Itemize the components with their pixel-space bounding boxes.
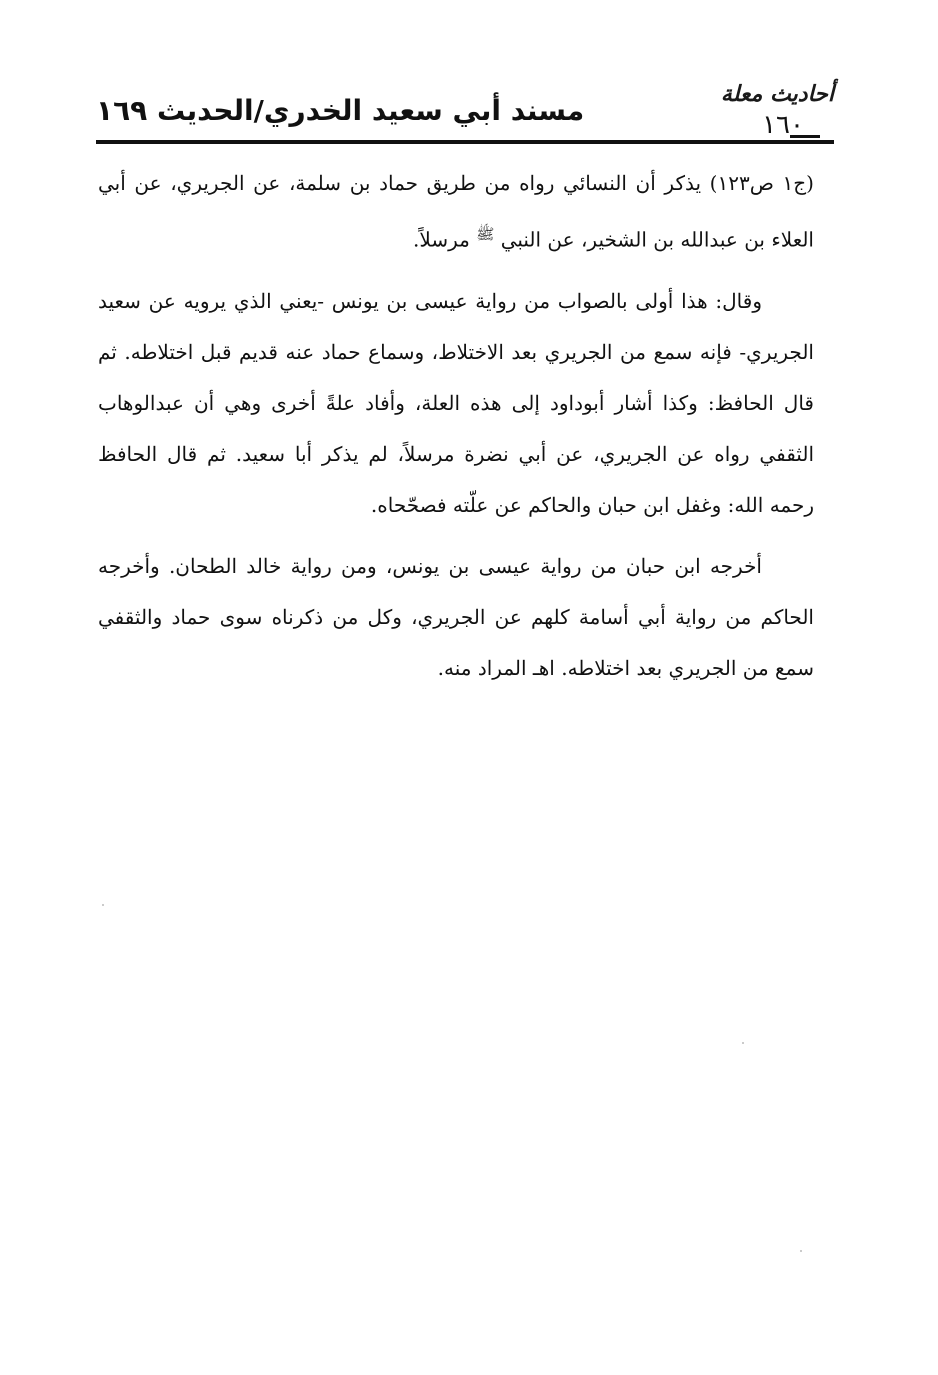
page-number-underline	[790, 135, 820, 138]
running-header-title: مسند أبي سعيد الخدري/الحديث ١٦٩	[96, 94, 585, 127]
honorific-glyph: ﷺ	[476, 225, 495, 243]
paragraph-1	[98, 158, 814, 266]
paragraph-2: وقال: هذا أولى بالصواب من رواية عيسى بن يونس -يعني الذي يرويه عن سعيد الجريري- فإنه سمع من الجريري بعد الاختلاط، وسماع حماد عنه قديم قبل اختلاطه. ثم قال الحافظ: وكذا أشار أبوداود إلى هذه العلة، وأفاد علةً أخرى وهي أن عبدالوهاب الثقفي رواه عن الجريري، عن أبي نضرة مرسلاً، لم يذكر أبا سعيد. ثم قال الحافظ رحمه الله: وغفل ابن حبان والحاكم عن علّته فصحّحاه.	[98, 288, 814, 517]
body-text	[98, 158, 814, 704]
paragraph-3: أخرجه ابن حبان من رواية عيسى بن يونس، ومن رواية خالد الطحان. وأخرجه الحاكم من رواية أبي أسامة كلهم عن الجريري، وكل من ذكرناه سوى حماد والثقفي سمع من الجريري بعد اختلاطه. اهـ المراد منه.	[98, 553, 814, 680]
handwritten-annotation: أحاديث معلة	[720, 82, 834, 107]
page-header	[96, 82, 834, 144]
scan-speck	[742, 1042, 744, 1044]
page-number: ١٦٠	[762, 110, 804, 140]
header-rule	[96, 140, 834, 144]
scan-speck	[800, 1250, 802, 1252]
paragraph-1-text-end: مرسلاً.	[413, 227, 470, 252]
paragraph-1-text: (ج١ ص١٢٣) يذكر أن النسائي رواه من طريق حماد بن سلمة، عن الجريري، عن أبي العلاء بن عبدالله بن الشخير، عن النبي	[98, 171, 814, 252]
scan-speck	[102, 904, 104, 906]
